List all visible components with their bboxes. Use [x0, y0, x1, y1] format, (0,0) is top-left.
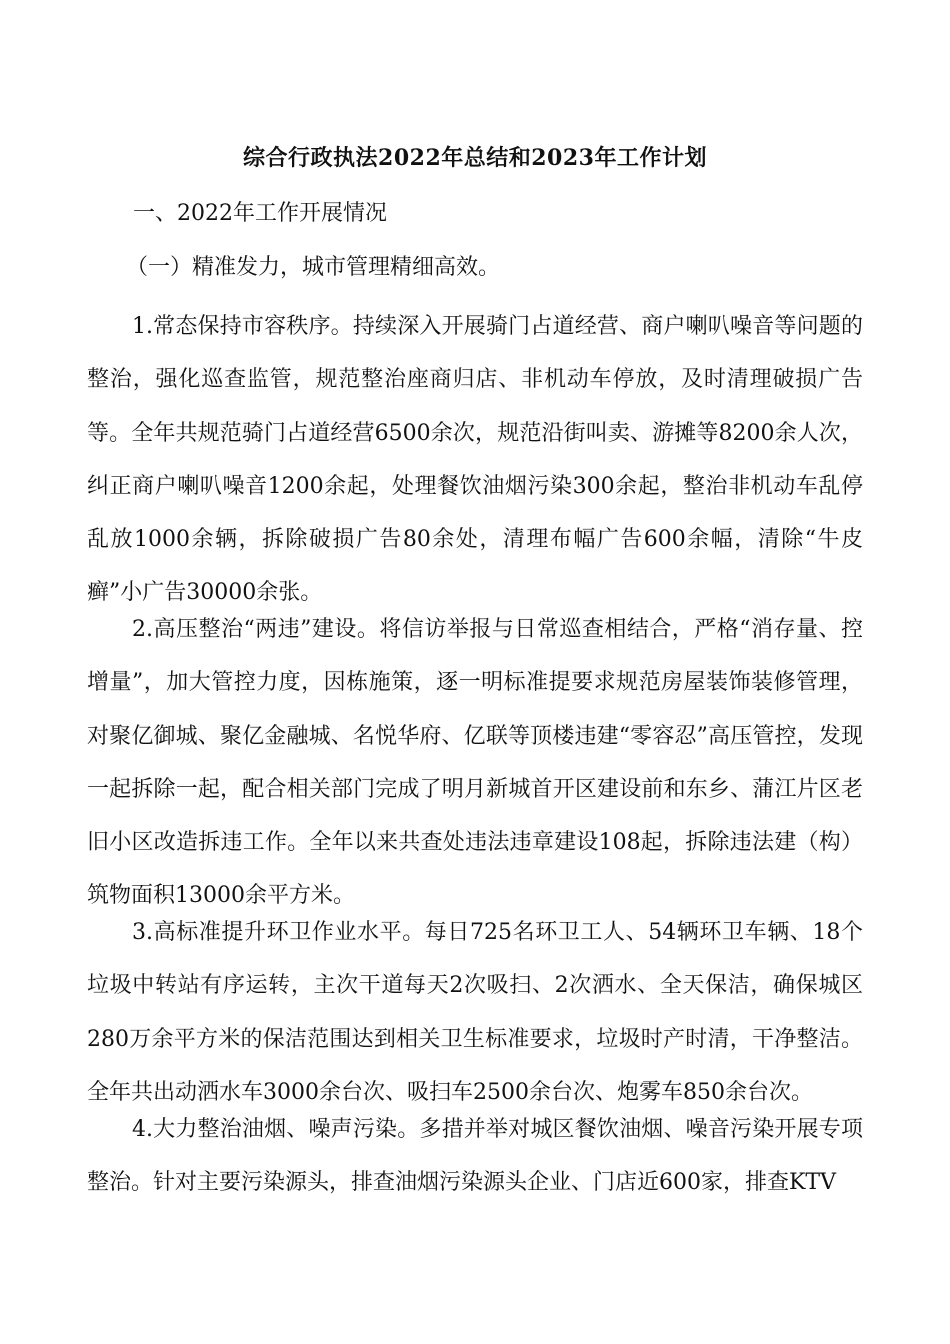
subsection-heading: （一）精准发力，城市管理精细高效。 [126, 255, 501, 280]
paragraph-1: 1.常态保持市容秩序。持续深入开展骑门占道经营、商户喇叭噪音等问题的整治，强化巡查监管，规范整治座商归店、非机动车停放，及时清理破损广告等。全年共规范骑门占道经营6500余次，规范沿街叫卖、游摊等8200余人次，纠正商户喇叭噪音1200余起，处理餐饮油烟污染300余起，整治非机动车乱停乱放1000余辆，拆除破损广告80余处，清理布幅广告600余幅，清除“牛皮癣”小广告30000余张。 [87, 314, 863, 606]
document-title: 综合行政执法2022年总结和2023年工作计划 [243, 145, 707, 171]
paragraph-3: 3.高标准提升环卫作业水平。每日725名环卫工人、54辆环卫车辆、18个垃圾中转站有序运转，主次干道每天2次吸扫、2次洒水、全天保洁，确保城区280万余平方米的保洁范围达到相关卫生标准要求，垃圾时产时清，干净整洁。全年共出动洒水车3000余台次、吸扫车2500余台次、炮雾车850余台次。 [87, 920, 863, 1105]
section-heading: 一、2022年工作开展情况 [133, 201, 387, 226]
paragraph-4: 4.大力整治油烟、噪声污染。多措并举对城区餐饮油烟、噪音污染开展专项整治。针对主要污染源头，排查油烟污染源头企业、门店近600家，排查KTV [87, 1117, 863, 1196]
paragraph-2: 2.高压整治“两违”建设。将信访举报与日常巡查相结合，严格“消存量、控增量”，加大管控力度，因栋施策，逐一明标准提要求规范房屋装饰装修管理，对聚亿御城、聚亿金融城、名悦华府、亿联等顶楼违建“零容忍”高压管控，发现一起拆除一起，配合相关部门完成了明月新城首开区建设前和东乡、蒲江片区老旧小区改造拆违工作。全年以来共查处违法违章建设108起，拆除违法建（构）筑物面积13000余平方米。 [87, 617, 863, 909]
